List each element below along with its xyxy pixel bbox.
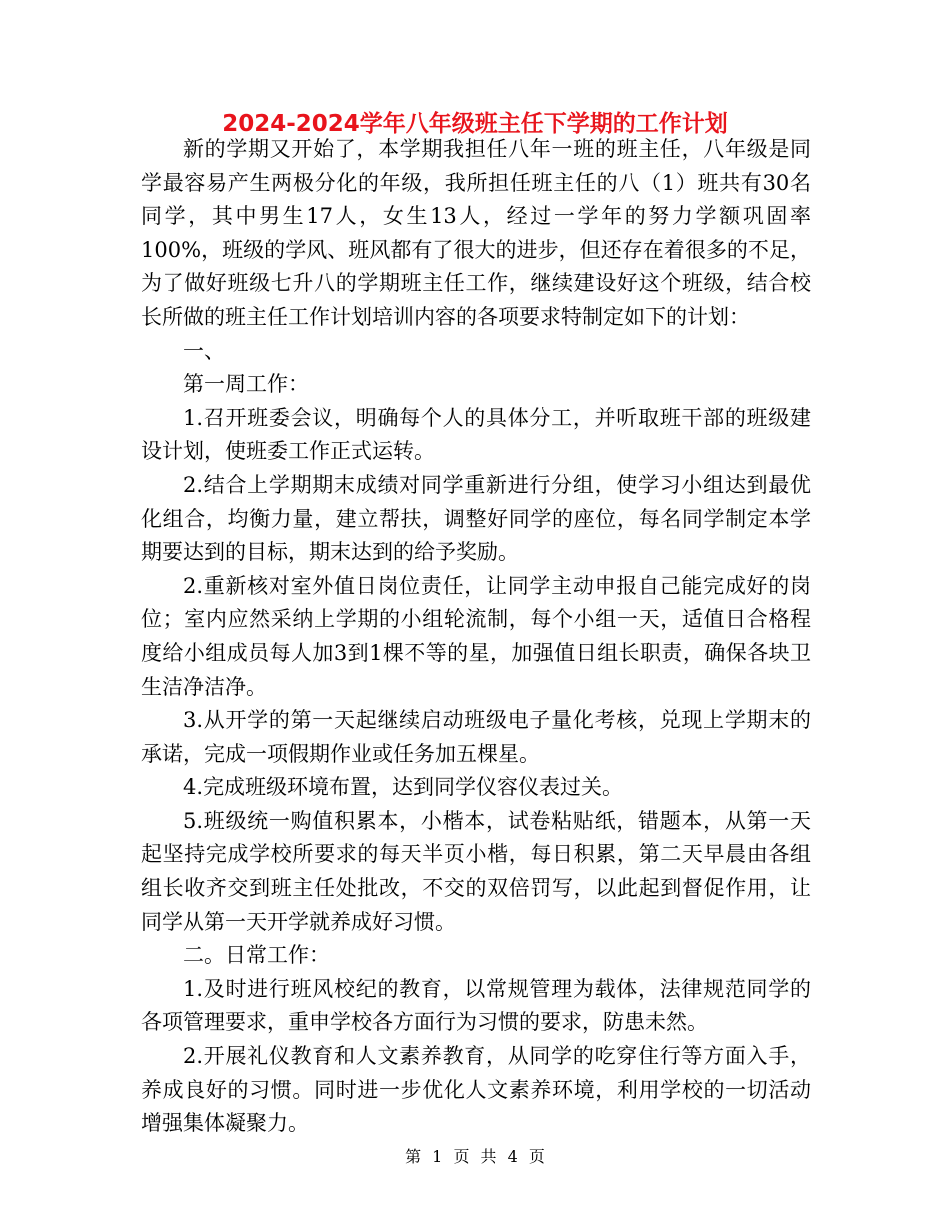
paragraph-first-week-heading: 第一周工作： [183,372,309,397]
paragraph-daily-work-heading: 二。日常工作： [183,943,330,968]
paragraph-item: 1.召开班委会议，明确每个人的具体分工，并听取班干部的班级建设计划，使班委工作正式运转。 [141,405,811,464]
paragraph-item: 4.完成班级环境布置，达到同学仪容仪表过关。 [183,775,624,800]
paragraph-item: 5.班级统一购值积累本，小楷本，试卷粘贴纸，错题本，从第一天起坚持完成学校所要求的每天半页小楷，每日积累，第二天早晨由各组组长收齐交到班主任处批改，不交的双倍罚写，以此起到督促作用，让同学从第一天开学就养成好习惯。 [141,808,811,934]
paragraph-item: 1.及时进行班风校纪的教育，以常规管理为载体，法律规范同学的各项管理要求，重申学校各方面行为习惯的要求，防患未然。 [141,976,811,1035]
paragraph-item: 2.重新核对室外值日岗位责任，让同学主动申报自己能完成好的岗位；室内应然采纳上学期的小组轮流制，每个小组一天，适值日合格程度给小组成员每人加3到1棵不等的星，加强值日组长职责，确保各块卫生洁净洁净。 [141,573,811,699]
page-number-footer: 第 1 页 共 4 页 [405,1147,545,1166]
paragraph-section-one-heading: 一、 [183,338,225,363]
paragraph-intro: 新的学期又开始了，本学期我担任八年一班的班主任，八年级是同学最容易产生两极分化的年级，我所担任班主任的八（1）班共有30名同学，其中男生17人，女生13人，经过一学年的努力学额巩固率100%，班级的学风、班风都有了很大的进步，但还存在着很多的不足，为了做好班级七升八的学期班主任工作，继续建设好这个班级，结合校长所做的班主任工作计划培训内容的各项要求特制定如下的计划： [141,137,811,329]
paragraph-item: 2.结合上学期期末成绩对同学重新进行分组，使学习小组达到最优化组合，均衡力量，建立帮扶，调整好同学的座位，每名同学制定本学期要达到的目标，期末达到的给予奖励。 [141,472,811,565]
paragraph-item: 2.开展礼仪教育和人文素养教育，从同学的吃穿住行等方面入手，养成良好的习惯。同时进一步优化人文素养环境，利用学校的一切活动增强集体凝聚力。 [141,1044,811,1136]
paragraph-item: 3.从开学的第一天起继续启动班级电子量化考核，兑现上学期末的承诺，完成一项假期作业或任务加五棵星。 [141,708,811,766]
document-body [141,133,811,1141]
document-title: 2024-2024学年八年级班主任下学期的工作计划 [222,111,728,137]
